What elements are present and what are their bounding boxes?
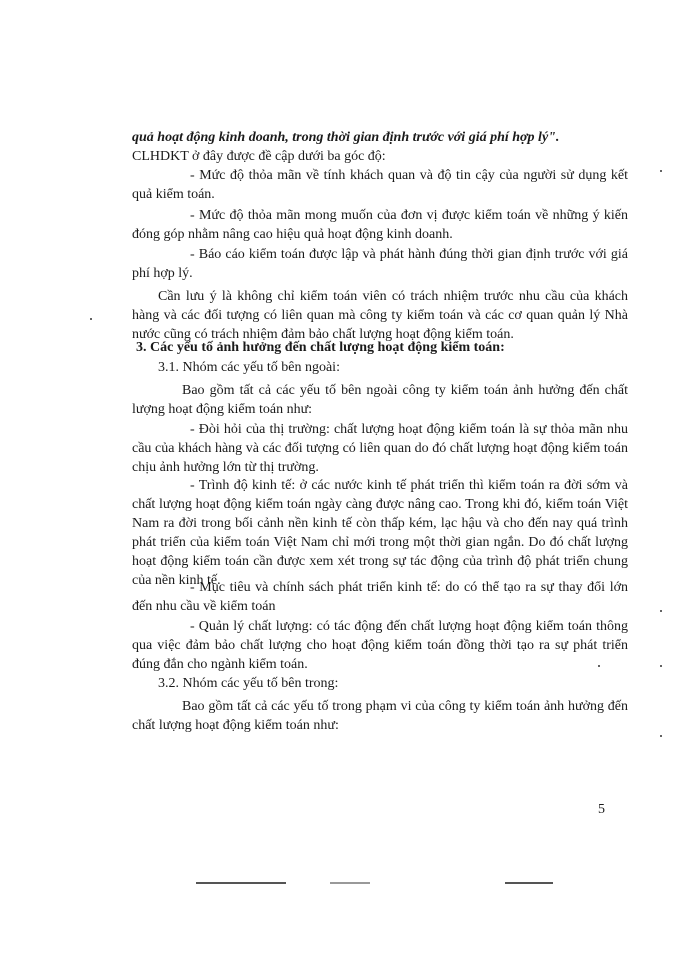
scan-speck bbox=[660, 610, 662, 612]
paragraph-intro: CLHDKT ở đây được đề cập dưới ba góc độ: bbox=[132, 149, 386, 164]
bullet-item: - Mức độ thỏa mãn mong muốn của đơn vị được kiểm toán về những ý kiến đóng góp nhằm nâng cao hiệu quả hoạt động kinh doanh. bbox=[132, 208, 628, 242]
paragraph-quote-end: quả hoạt động kinh doanh, trong thời gian định trước với giá phí hợp lý". bbox=[132, 130, 560, 145]
paragraph-cont bbox=[132, 128, 628, 166]
bullet-item: - Đòi hỏi của thị trường: chất lượng hoạt động kiểm toán là sự thỏa mãn nhu cầu của khách hàng và các đối tượng có liên quan do đó chất lượng hoạt động kiểm toán chịu ảnh hưởng lớn từ thị trường. bbox=[132, 422, 628, 475]
bullet-item: - Báo cáo kiểm toán được lập và phát hành đúng thời gian định trước với giá phí hợp lý. bbox=[132, 247, 628, 281]
bullet-item: - Trình độ kinh tế: ở các nước kinh tế phát triển thì kiểm toán ra đời sớm và chất lượng hoạt động kiểm toán ngày càng được nâng cao. Trong khi đó, kiểm toán Việt Nam ra đời trong bối cảnh nền kinh tế còn thấp kém, lạc hậu và cho đến nay quá trình phát triển của kiểm toán Việt Nam chỉ mới trong một thời gian ngắn. Do đó chất lượng hoạt động kiểm toán cần được xem xét trong sự tác động của trình độ phát triển chung của nền kinh tế. bbox=[132, 478, 628, 588]
bullet-item: - Quản lý chất lượng: có tác động đến chất lượng hoạt động kiểm toán thông qua việc đảm bảo chất lượng cho hoạt động kiểm toán đồng thời tạo ra sự phát triển đúng đắn cho ngành kiểm toán. bbox=[132, 619, 628, 672]
scan-artifact bbox=[196, 882, 286, 884]
section-heading: 3. Các yếu tố ảnh hưởng đến chất lượng hoạt động kiểm toán: bbox=[136, 340, 505, 355]
scan-speck bbox=[90, 318, 92, 320]
bullet-item: - Mục tiêu và chính sách phát triển kinh tế: do có thể tạo ra sự thay đổi lớn đến nhu cầu về kiểm toán bbox=[132, 580, 628, 614]
subsection-heading: 3.2. Nhóm các yếu tố bên trong: bbox=[158, 676, 339, 691]
page-number: 5 bbox=[598, 802, 605, 817]
scan-artifact bbox=[505, 882, 553, 884]
scan-artifact bbox=[330, 882, 370, 884]
subsection-heading: 3.1. Nhóm các yếu tố bên ngoài: bbox=[158, 360, 340, 375]
scan-speck bbox=[598, 665, 600, 667]
scan-speck bbox=[660, 170, 662, 172]
paragraph: Bao gồm tất cả các yếu tố trong phạm vi của công ty kiểm toán ảnh hưởng đến chất lượng hoạt động kiểm toán như: bbox=[132, 699, 628, 733]
scan-speck bbox=[660, 735, 662, 737]
scan-speck bbox=[660, 665, 662, 667]
paragraph: Cần lưu ý là không chỉ kiểm toán viên có trách nhiệm trước nhu cầu của khách hàng và các đối tượng có liên quan mà công ty kiểm toán và các cơ quan quản lý Nhà nước cũng có trách nhiệm đảm bảo chất lượng hoạt động kiểm toán. bbox=[132, 289, 628, 342]
bullet-item: - Mức độ thỏa mãn về tính khách quan và độ tin cậy của người sử dụng kết quả kiểm toán. bbox=[132, 168, 628, 202]
paragraph: Bao gồm tất cả các yếu tố bên ngoài công ty kiểm toán ảnh hưởng đến chất lượng hoạt động kiểm toán như: bbox=[132, 383, 628, 417]
